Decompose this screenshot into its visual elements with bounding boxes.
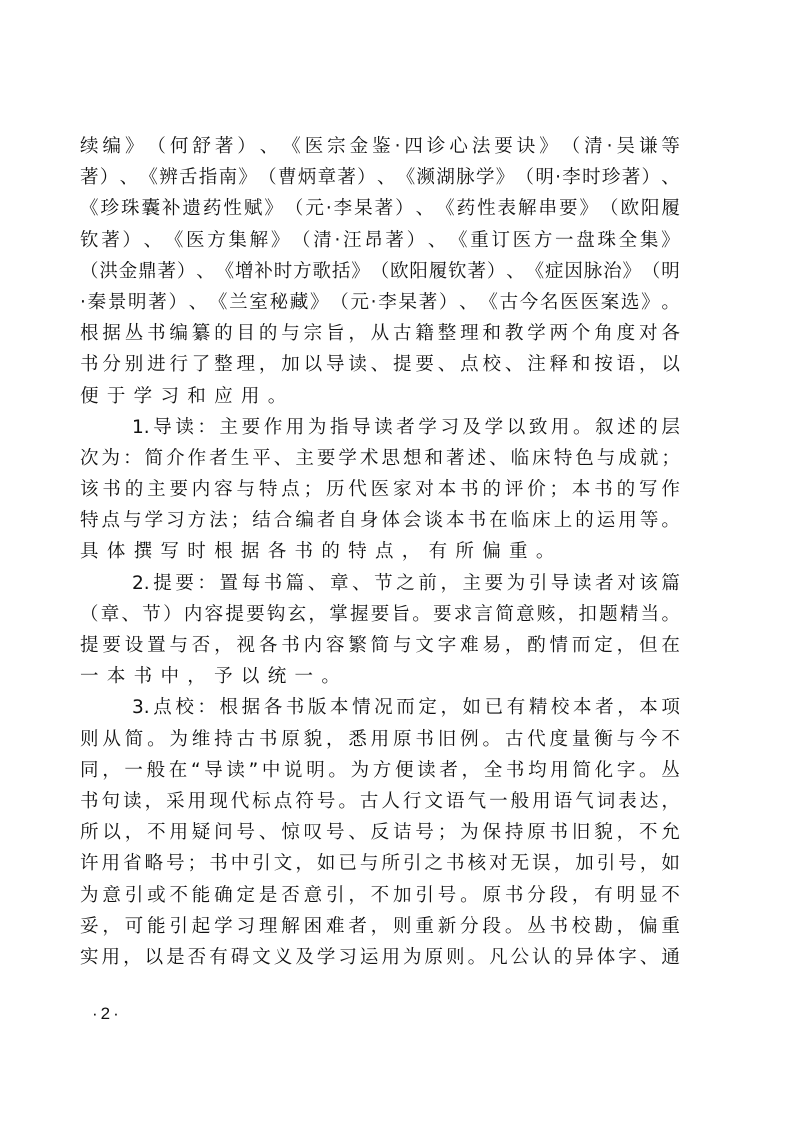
text-line: 一 本 书 中 ， 予 以 统 一 。 bbox=[80, 666, 340, 688]
text-line: 书 句 读 ， 采 用 现 代 标 点 符 号 。 古 人 行 文 语 气 一 般 用 语 气 词 表 达 ， bbox=[80, 790, 680, 812]
text-line: 便 于 学 习 和 应 用 。 bbox=[80, 385, 287, 407]
text-line: 特 点 与 学 习 方 法 ； 结 合 编 者 自 身 体 会 谈 本 书 在 临 床 上 的 运 用 等 。 bbox=[80, 510, 680, 532]
text-line: 《 珍 珠 囊 补 遗 药 性 赋 》 （ 元 · 李 杲 著 ） 、 《 药 性 表 解 串 要 》 （ 欧 阳 履 bbox=[80, 198, 680, 220]
body-text bbox=[80, 131, 680, 973]
text-line: 该 书 的 主 要 内 容 与 特 点 ； 历 代 医 家 对 本 书 的 评 价 ； 本 书 的 写 作 bbox=[80, 479, 680, 501]
text-line: 根 据 丛 书 编 纂 的 目 的 与 宗 旨 ， 从 古 籍 整 理 和 教 学 两 个 角 度 对 各 bbox=[80, 323, 680, 345]
text-line: · 秦 景 明 著 ） 、 《 兰 室 秘 藏 》 （ 元 · 李 杲 著 ） 、 《 古 今 名 医 医 案 选 》 。 bbox=[80, 291, 680, 313]
page-number: ·2· bbox=[92, 1004, 122, 1023]
text-line: 所 以 ， 不 用 疑 问 号 、 惊 叹 号 、 反 诘 号 ； 为 保 持 原 书 旧 貌 ， 不 允 bbox=[80, 822, 680, 844]
text-line: 为 意 引 或 不 能 确 定 是 否 意 引 ， 不 加 引 号 。 原 书 分 段 ， 有 明 显 不 bbox=[80, 884, 680, 906]
text-line: 次 为 ： 简 介 作 者 生 平 、 主 要 学 术 思 想 和 著 述 、 临 床 特 色 与 成 就 ； bbox=[80, 447, 680, 469]
text-line: 2. 提 要 ： 置 每 书 篇 、 章 、 节 之 前 ， 主 要 为 引 导 读 者 对 该 篇 bbox=[132, 572, 680, 594]
text-line: 同 ， 一 般 在 “ 导 读 ” 中 说 明 。 为 方 便 读 者 ， 全 书 均 用 简 化 字 。 丛 bbox=[80, 759, 680, 781]
text-line: 续 编 》 （ 何 舒 著 ） 、 《 医 宗 金 鉴 · 四 诊 心 法 要 诀 》 （ 清 · 吴 谦 等 bbox=[80, 136, 680, 157]
text-line: 提 要 设 置 与 否 ， 视 各 书 内 容 繁 简 与 文 字 难 易 ， 酌 情 而 定 ， 但 在 bbox=[80, 635, 680, 656]
text-line: 钦 著 ） 、 《 医 方 集 解 》 （ 清 · 汪 昂 著 ） 、 《 重 订 医 方 一 盘 珠 全 集 》 bbox=[80, 229, 680, 251]
text-line: 许 用 省 略 号 ； 书 中 引 文 ， 如 已 与 所 引 之 书 核 对 无 误 ， 加 引 号 ， 如 bbox=[80, 853, 680, 875]
text-line: 实 用 ， 以 是 否 有 碍 文 义 及 学 习 运 用 为 原 则 。 凡 公 认 的 异 体 字 、 通 bbox=[80, 946, 680, 968]
text-line: 具 体 撰 写 时 根 据 各 书 的 特 点 ， 有 所 偏 重 。 bbox=[80, 541, 555, 563]
text-line: 3. 点 校 ： 根 据 各 书 版 本 情 况 而 定 ， 如 已 有 精 校 本 者 ， 本 项 bbox=[132, 697, 680, 719]
text-line: 著 ） 、 《 辨 舌 指 南 》 （ 曹 炳 章 著 ） 、 《 濒 湖 脉 学 》 （ 明 · 李 时 珍 著 ） 、 bbox=[80, 167, 680, 189]
text-line: （ 洪 金 鼎 著 ） 、 《 增 补 时 方 歌 括 》 （ 欧 阳 履 钦 著 ） 、 《 症 因 脉 治 》 （ 明 bbox=[80, 260, 680, 282]
text-line: 1. 导 读 ： 主 要 作 用 为 指 导 读 者 学 习 及 学 以 致 用 。 叙 述 的 层 bbox=[132, 416, 680, 438]
text-line: 则 从 简 。 为 维 持 古 书 原 貌 ， 悉 用 原 书 旧 例 。 古 代 度 量 衡 与 今 不 bbox=[80, 728, 680, 750]
text-line: 妥 ， 可 能 引 起 学 习 理 解 困 难 者 ， 则 重 新 分 段 。 丛 书 校 勘 ， 偏 重 bbox=[80, 915, 680, 937]
text-line: 书 分 别 进 行 了 整 理 ， 加 以 导 读 、 提 要 、 点 校 、 注 释 和 按 语 ， 以 bbox=[80, 354, 680, 376]
text-line: （ 章 、 节 ） 内 容 提 要 钩 玄 ， 掌 握 要 旨 。 要 求 言 简 意 赅 ， 扣 题 精 当 。 bbox=[80, 603, 680, 625]
